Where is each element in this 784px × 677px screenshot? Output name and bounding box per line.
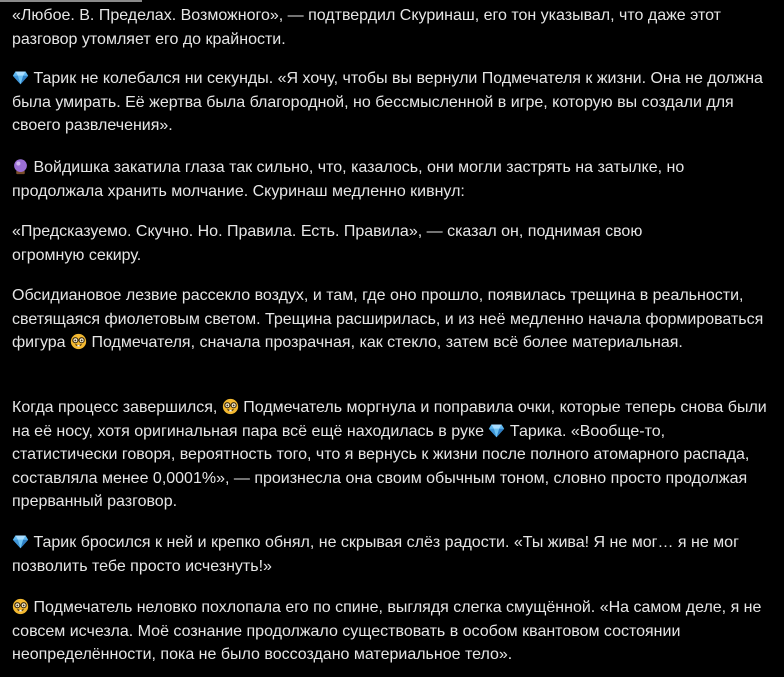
gem-icon [12,533,29,550]
paragraph-2-text: Тарик не колебался ни секунды. «Я хочу, чтобы вы вернули Подмечателя к жизни. Она не должна была умирать. Её жертва была благородной, но бессмысленной в игре, которую вы создали для своего развлечения». [12,70,763,134]
nerd-face-icon [222,398,239,415]
paragraph-6-text-c: Тарика. «Вообще-то, статистически говоря, вероятность того, что я вернусь к жизни после полного атомарного распада, составляла менее 0,0001%», — произнесла она своим обычным тоном, словно просто продолжая прерванный разговор. [12,422,750,510]
nerd-face-icon [70,333,87,350]
paragraph-7-text: Тарик бросился к ней и крепко обнял, не скрывая слёз радости. «Ты жива! Я не мог… я не мог позволить тебе просто исчезнуть!» [12,534,739,575]
paragraph-8-text: Подмечатель неловко похлопала его по спине, выглядя слегка смущённой. «На самом деле, я не совсем исчезла. Моё сознание продолжало существовать в особом квантовом состоянии неопределённости, пока не было воссоздано материальное тело». [12,599,762,663]
paragraph-8 [12,596,772,667]
paragraph-6 [12,396,772,514]
crystal-ball-icon [12,158,29,175]
paragraph-5-text-before: Обсидиановое лезвие рассекло воздух, и там, где оно прошло, появилась трещина в реальности, светящаяся фиолетовым светом. Трещина расширилась, и из неё медленно начала формироваться фигура [12,287,764,351]
paragraph-5 [12,284,772,355]
paragraph-5-text-after: Подмечателя, сначала прозрачная, как стекло, затем всё более материальная. [87,334,683,351]
paragraph-1 [12,4,772,51]
paragraph-4-text: «Предсказуемо. Скучно. Но. Правила. Есть. Правила», — сказал он, поднимая свою огромную секиру. [12,223,643,264]
paragraph-3-text: Войдишка закатила глаза так сильно, что, казалось, они могли застрять на затылке, но продолжала хранить молчание. Скуринаш медленно кивнул: [12,159,685,200]
paragraph-2 [12,67,764,138]
gem-icon [488,422,505,439]
nerd-face-icon [12,598,29,615]
paragraph-7 [12,531,764,578]
paragraph-6-text-a: Когда процесс завершился, [12,399,222,416]
gem-icon [12,69,29,86]
paragraph-1-text: «Любое. В. Пределах. Возможного», — подтвердил Скуринаш, его тон указывал, что даже этот разговор утомляет его до крайности. [12,7,721,48]
paragraph-3 [12,156,764,203]
paragraph-6-text-b: Подмечатель моргнула и поправила очки, которые теперь снова были на её носу, хотя оригинальная пара всё ещё находилась в руке [12,399,767,440]
paragraph-4 [12,220,712,267]
top-divider [0,0,142,2]
